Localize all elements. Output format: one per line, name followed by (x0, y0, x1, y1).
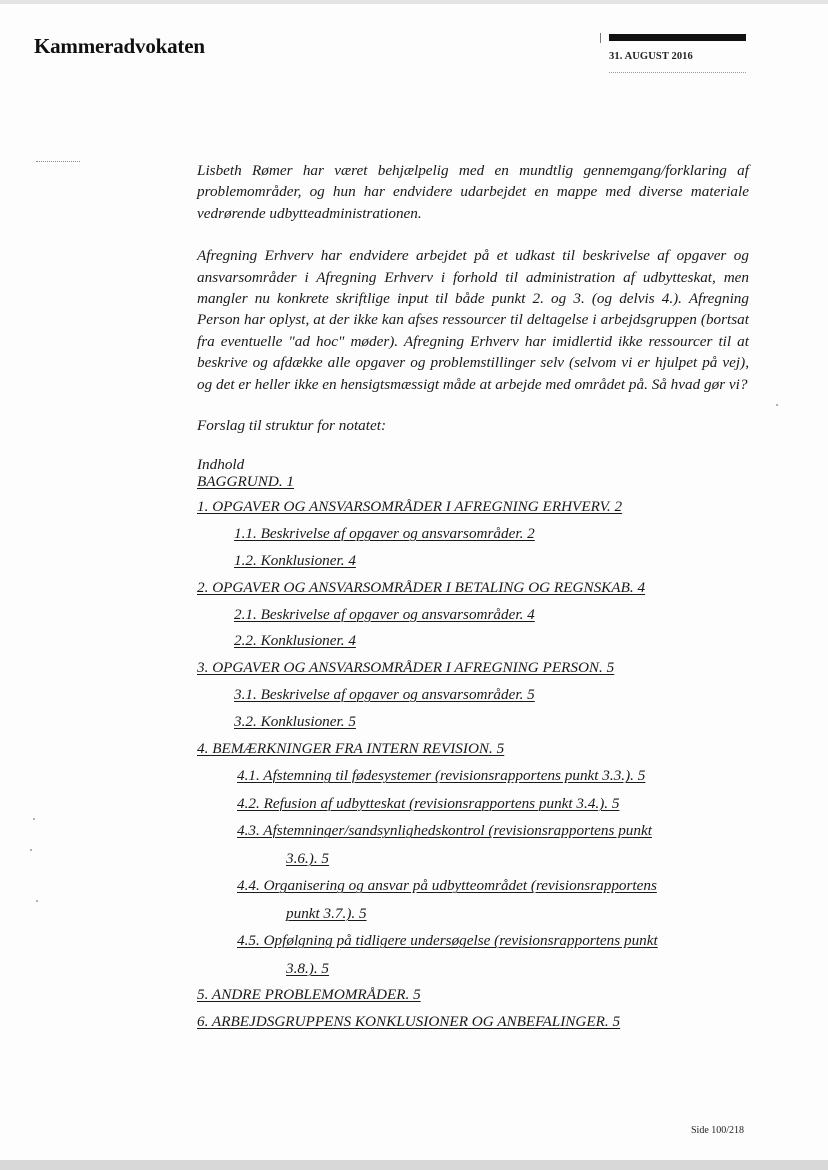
toc-link[interactable]: 3.2. Konklusioner. 5 (234, 712, 356, 730)
paragraph: Lisbeth Rømer har været behjælpelig med en mundtlig gennemgang/forklaring af problemområder, og hun har endvidere udarbejdet en mappe med diverse materiale vedrørende udbytteadministrationen. (197, 162, 749, 222)
toc-entry (197, 655, 749, 682)
toc-link[interactable]: 3. OPGAVER OG ANSVARSOMRÅDER I AFREGNING PERSON. 5 (197, 659, 615, 677)
scan-speck (36, 900, 38, 902)
toc-link[interactable]: 2. OPGAVER OG ANSVARSOMRÅDER I BETALING OG REGNSKAB. 4 (197, 578, 646, 596)
toc-entry (197, 927, 749, 982)
margin-rule (36, 161, 80, 162)
header-tick (600, 33, 601, 43)
toc-link[interactable]: 4. BEMÆRKNINGER FRA INTERN REVISION. 5 (197, 739, 505, 757)
toc-link[interactable]: 4.1. Afstemning til fødesystemer (revisionsrapportens punkt 3.3.). 5 (237, 767, 646, 785)
toc-entry (197, 790, 749, 818)
toc-link[interactable]: 4.3. Afstemninger/sandsynlighedskontrol (revisionsrapportens punkt (237, 822, 652, 840)
toc-entry (197, 575, 749, 602)
toc-entry (197, 494, 749, 521)
scan-edge-top (0, 0, 828, 4)
scan-speck (776, 404, 778, 406)
page-number: Side 100/218 (691, 1125, 745, 1136)
date-rule (609, 72, 746, 73)
toc-entry (197, 762, 749, 790)
toc-link[interactable]: 6. ARBEJDSGRUPPENS KONKLUSIONER OG ANBEFALINGER. 5 (197, 1013, 621, 1031)
page-body (197, 160, 749, 1036)
toc-link[interactable]: 1.2. Konklusioner. 4 (234, 552, 356, 570)
toc-title: Indhold (197, 456, 245, 474)
structure-intro: Forslag til struktur for notatet: (197, 417, 387, 435)
toc-link[interactable]: 1.1. Beskrivelse af opgaver og ansvarsområder. 2 (234, 525, 535, 543)
toc-link[interactable]: 5. ANDRE PROBLEMOMRÅDER. 5 (197, 986, 421, 1004)
toc-entry (197, 872, 749, 927)
toc-link[interactable]: 2.2. Konklusioner. 4 (234, 632, 356, 650)
toc-link[interactable]: 1. OPGAVER OG ANSVARSOMRÅDER I AFREGNING ERHVERV. 2 (197, 498, 623, 516)
toc-entry (197, 602, 749, 629)
toc-entry (197, 709, 749, 736)
toc-link[interactable]: 2.1. Beskrivelse af opgaver og ansvarsområder. 4 (234, 605, 535, 623)
toc-entry (197, 982, 749, 1009)
toc-link[interactable]: 3.1. Beskrivelse af opgaver og ansvarsområder. 5 (234, 686, 535, 704)
toc-entry (197, 736, 749, 763)
toc-entry (197, 548, 749, 575)
toc-link-continuation[interactable]: 3.8.). 5 (286, 959, 330, 977)
toc-entry (197, 1009, 749, 1036)
toc-entry (197, 628, 749, 655)
toc-entry (197, 473, 749, 490)
toc-entry (197, 521, 749, 548)
toc-link[interactable]: 4.2. Refusion af udbytteskat (revisionsrapportens punkt 3.4.). 5 (237, 794, 620, 812)
scan-speck (30, 849, 32, 851)
toc-link[interactable]: 4.4. Organisering og ansvar på udbytteområdet (revisionsrapportens (237, 877, 657, 895)
scan-edge-bottom (0, 1160, 828, 1170)
document-date: 31. AUGUST 2016 (609, 51, 693, 62)
company-logo: Kammeradvokaten (34, 34, 205, 58)
paragraph: Afregning Erhverv har endvidere arbejdet på et udkast til beskrivelse af opgaver og ansvarsområder i Afregning Erhverv i forhold til administration af udbytteskat, men mangler nu konkrete skriftlige input til både punkt 2. og 3. (og delvis 4.). Afregning Person har oplyst, at der ikke kan afses ressourcer til deltagelse i arbejdsgruppen (bortsat fra eventuelle "ad hoc" møder). Afregning Erhverv har imidlertid ikke ressourcer til at beskrive og afdække alle opgaver og problemstillinger selv (selvom vi er hjulpet på vej), og det er heller ikke en hensigtsmæssigt måde at arbejde med området på. Så hvad gør vi? (197, 247, 749, 393)
toc-link[interactable]: BAGGRUND. 1 (197, 473, 295, 491)
toc-entry (197, 817, 749, 872)
toc-entry (197, 682, 749, 709)
scan-speck (33, 818, 35, 820)
toc-link-continuation[interactable]: 3.6.). 5 (286, 849, 330, 867)
toc-link[interactable]: 4.5. Opfølgning på tidligere undersøgelse (revisionsrapportens punkt (237, 932, 658, 950)
header-bar (609, 34, 746, 41)
toc-link-continuation[interactable]: punkt 3.7.). 5 (286, 904, 367, 922)
table-of-contents (197, 473, 749, 1036)
